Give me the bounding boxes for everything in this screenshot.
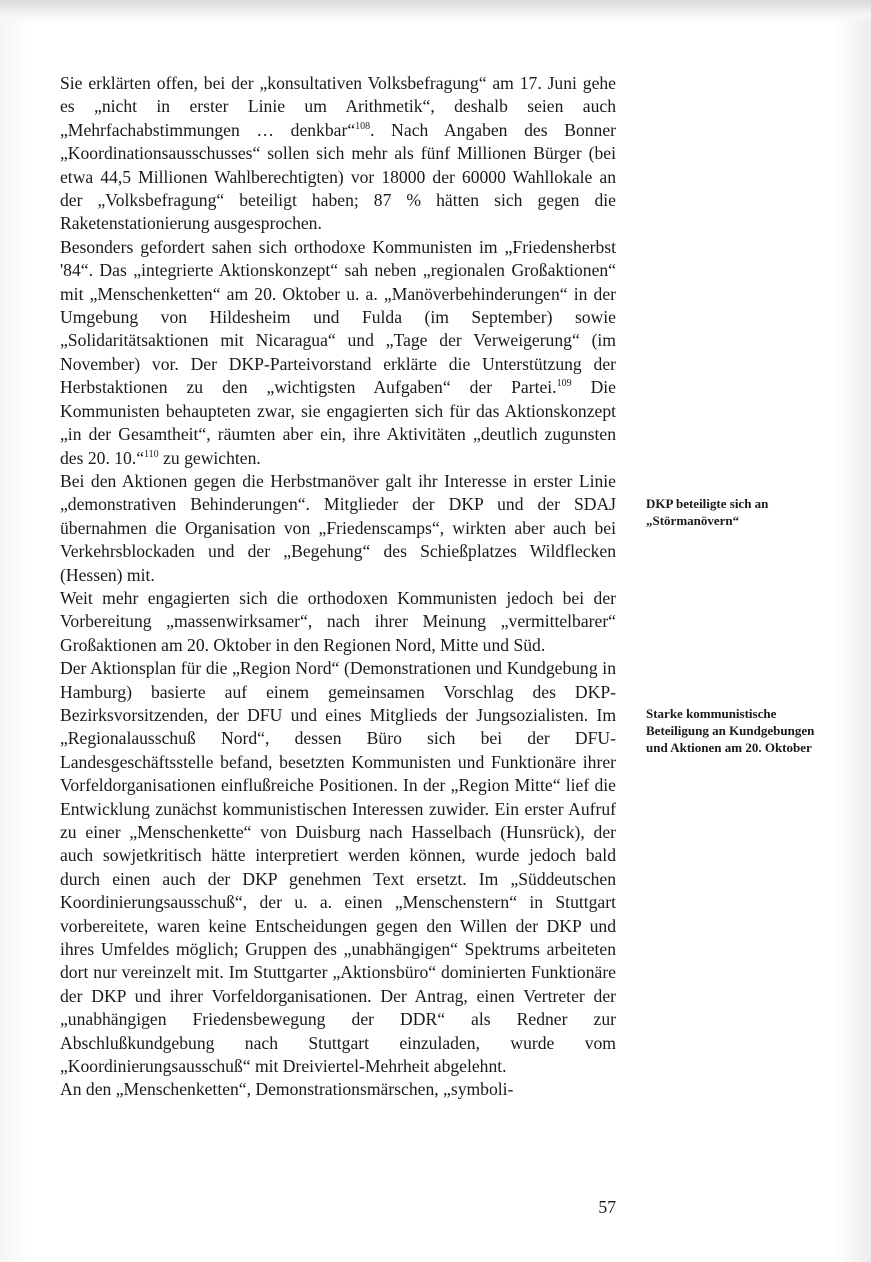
footnote-ref: 110 — [144, 448, 159, 460]
paragraph — [60, 236, 616, 470]
text-run: An den „Menschenketten“, Demonstrationsmärschen, „symboli- — [60, 1079, 514, 1100]
text-run: Besonders gefordert sahen sich orthodoxe Kommunisten im „Friedensherbst '84“. Das „integrierte Aktionskonzept“ sah neben „regionalen Großaktionen“ mit „Menschenketten“ am 20. Oktober u. a. „Manöverbehinderungen“ in der Umgebung von Hildesheim und Fulda (im September) sowie „Solidaritätsaktionen mit Nicaragua“ und „Tage der Verweigerung“ (im November) vor. Der DKP-Parteivorstand erklärte die Unterstützung der Herbstaktionen zu den „wichtigsten Aufgaben“ der Partei. — [60, 236, 616, 398]
paragraph — [60, 72, 616, 236]
paragraph — [60, 657, 616, 1078]
paragraph — [60, 1078, 616, 1101]
margin-note-kundgebungen: Starke kommunistische Beteiligung an Kundgebungen und Aktionen am 20. Oktober — [646, 706, 815, 755]
text-run: Der Aktionsplan für die „Region Nord“ (Demonstrationen und Kundgebung in Hamburg) basierte auf einem gemeinsamen Vorschlag des DKP-Bezirksvorsitzenden, der DFU und eines Mitglieds der Jungsozialisten. Im „Regionalausschuß Nord“, dessen Büro sich bei der DFU-Landesgeschäftsstelle befand, besetzten Kommunisten und Funktionäre ihrer Vorfeldorganisationen einflußreiche Positionen. In der „Region Mitte“ lief die Entwicklung zunächst kommunistischen Interessen zuwider. Ein erster Aufruf zu einer „Menschenkette“ von Duisburg nach Hasselbach (Hunsrück), der auch sowjetkritisch hätte interpretiert werden können, wurde jedoch bald durch einen auch der DKP genehmen Text ersetzt. Im „Süddeutschen Koordinierungsausschuß“, der u. a. einen „Menschenstern“ in Stuttgart vorbereitete, waren keine Entscheidungen gegen den Willen der DKP und ihres Umfeldes möglich; Gruppen des „unabhängigen“ Spektrums arbeiteten dort nur vereinzelt mit. Im Stuttgarter „Aktionsbüro“ dominierten Funktionäre der DKP und ihrer Vorfeldorganisationen. Der Antrag, einen Vertreter der „unabhängigen Friedensbewegung der DDR“ als Redner zur Abschlußkundgebung nach Stuttgart einzuladen, wurde vom „Koordinierungsausschuß“ mit Dreiviertel-Mehrheit abgelehnt. — [60, 658, 616, 1077]
text-run: Bei den Aktionen gegen die Herbstmanöver galt ihr Interesse in erster Linie „demonstrativen Behinderungen“. Mitglieder der DKP und der SDAJ übernahmen die Organisation von „Friedenscamps“, wirkten aber auch bei Verkehrsblockaden und der „Begehung“ des Schießplatzes Wildflecken (Hessen) mit. — [60, 470, 616, 585]
text-run: Sie erklärten offen, bei der „konsultativen Volksbefragung“ am 17. Juni gehe es „nicht in erster Linie um Arithmetik“, deshalb seien auch „Mehrfachabstimmungen … denkbar“ — [60, 73, 616, 140]
footnote-ref: 109 — [556, 378, 572, 390]
paragraph — [60, 470, 616, 587]
page-number: 57 — [598, 1197, 616, 1217]
paragraph — [60, 587, 616, 657]
text-run: . Nach Angaben des Bonner „Koordinationsausschusses“ sollen sich mehr als fünf Millionen Bürger (bei etwa 44,5 Millionen Wahlberechtigten) vor 18000 der 60000 Wahllokale an der „Volksbefragung“ beteiligt haben; 87 % hätten sich gegen die Raketenstationierung ausgesprochen. — [60, 119, 616, 234]
text-run: zu gewichten. — [158, 447, 261, 468]
main-text-column — [60, 72, 616, 1102]
footnote-ref: 108 — [355, 120, 371, 132]
margin-note-stoermanoever: DKP beteiligte sich an „Störmanövern“ — [646, 496, 769, 528]
scan-edge-shadow — [0, 0, 871, 22]
text-run: Die Kommunisten behaupteten zwar, sie engagierten sich für das Aktionskonzept „in der Gesamtheit“, räumten aber ein, ihre Aktivitäten „deutlich zugunsten des 20. 10.“ — [60, 377, 616, 468]
text-run: Weit mehr engagierten sich die orthodoxen Kommunisten jedoch bei der Vorbereitung „massenwirksamer“, nach ihrer Meinung „vermittelbarer“ Großaktionen am 20. Oktober in den Regionen Nord, Mitte und Süd. — [60, 587, 616, 655]
